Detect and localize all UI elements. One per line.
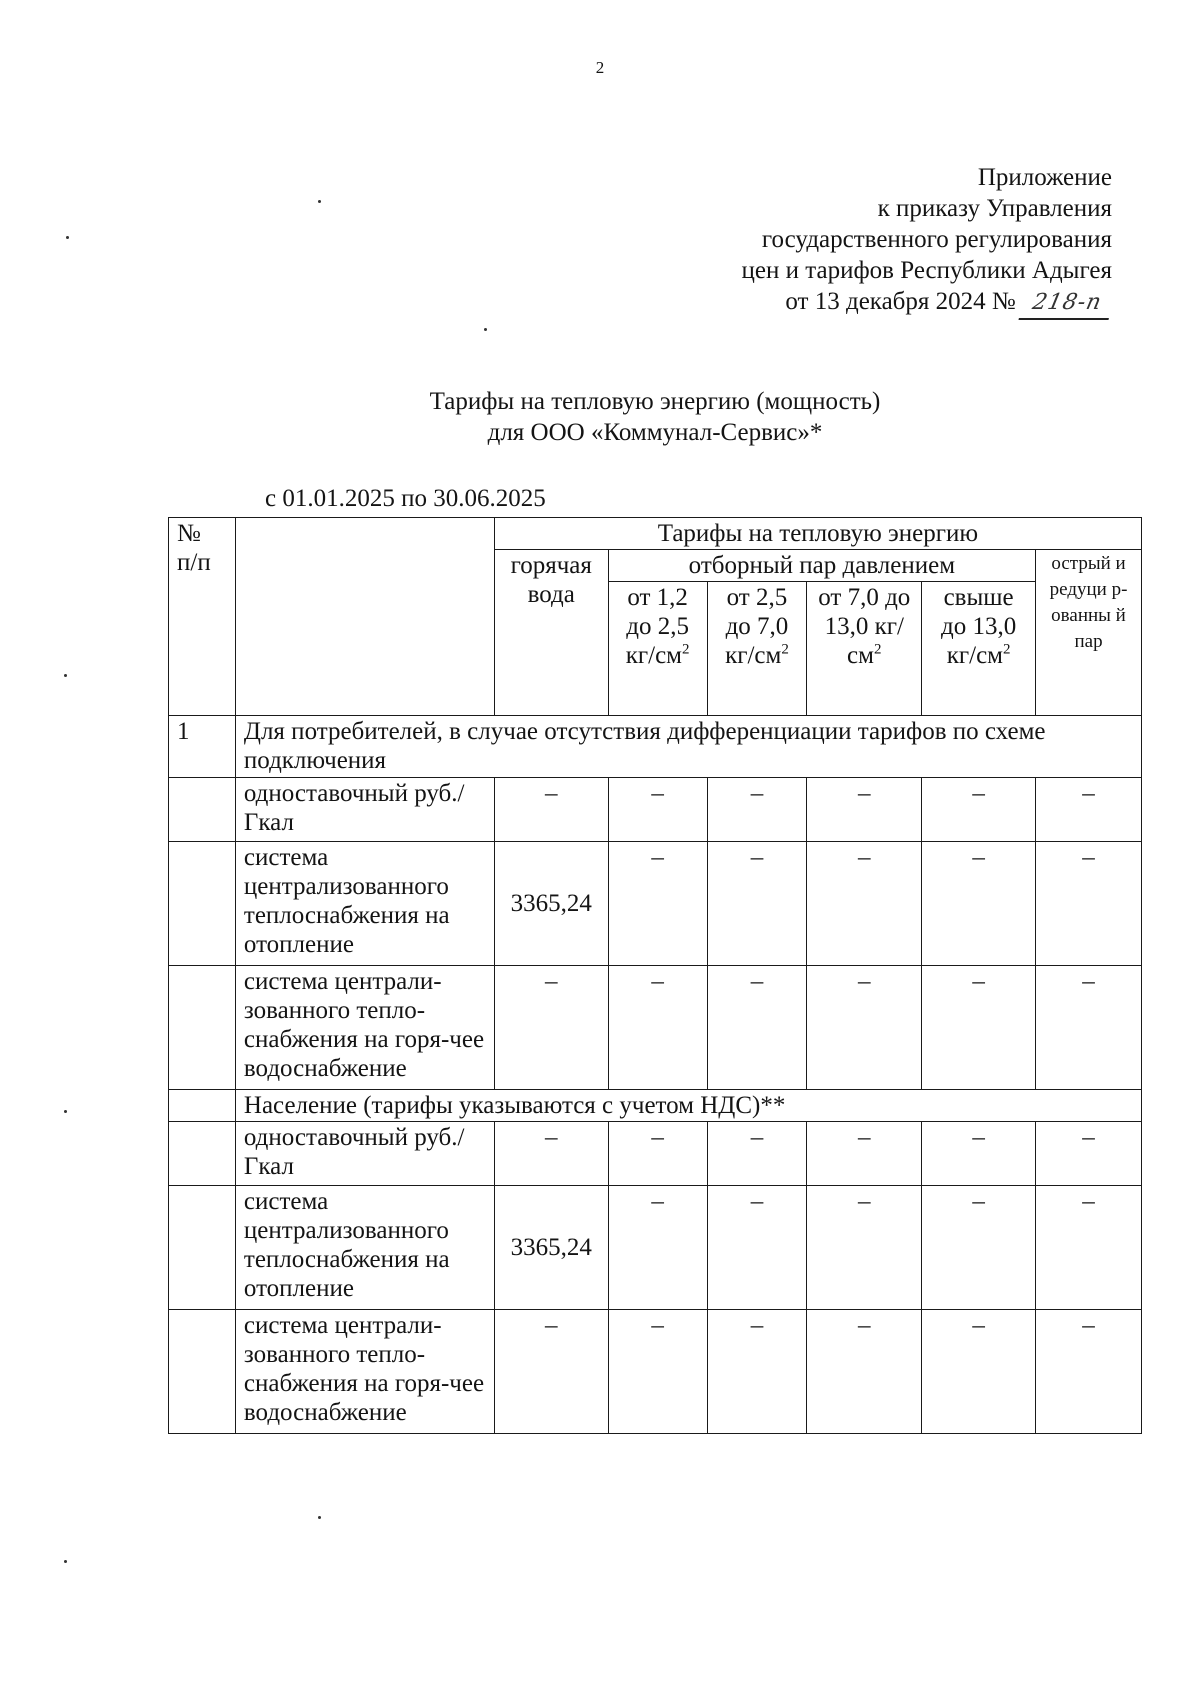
- hot-water-value: 3365,24: [494, 1186, 608, 1310]
- row-label: одноставочный руб./Гкал: [235, 778, 494, 842]
- section-1-title: Для потребителей, в случае отсутствия дифференциации тарифов по схеме подключения: [235, 716, 1141, 778]
- header-empty: [235, 518, 494, 716]
- row-label: одноставочный руб./Гкал: [235, 1122, 494, 1186]
- scan-speck: [318, 200, 321, 203]
- tariff-table: [168, 517, 1142, 1434]
- appendix-line-5: [742, 286, 1112, 320]
- scan-speck: [484, 328, 487, 331]
- appendix-block: [742, 162, 1112, 320]
- document-title: [0, 386, 1200, 448]
- header-pressure-1: от 1,2 до 2,5 $кг/см^2$: [608, 582, 707, 716]
- order-date: от 13 декабря 2024 №: [785, 288, 1016, 315]
- header-hot-water: горячая вода: [494, 550, 608, 716]
- page-number: 2: [595, 58, 605, 77]
- row-label: система централи-зованного тепло-снабжения на горя-чее водоснабжение: [235, 966, 494, 1090]
- appendix-line-1: Приложение: [977, 164, 1112, 191]
- appendix-line-3: государственного регулирования: [761, 226, 1112, 253]
- header-pressure-3: от 7,0 до 13,0 $кг/см^2$: [807, 582, 922, 716]
- scan-speck: [64, 674, 67, 677]
- scan-speck: [318, 1516, 321, 1519]
- row-label: система централизованного теплоснабжения на отопление: [235, 842, 494, 966]
- title-line-2: для ООО «Коммунал-Сервис»*: [487, 419, 823, 446]
- header-pressure-4: свыше до 13,0 $кг/см^2$: [922, 582, 1036, 716]
- row-label: система централи-зованного тепло-снабжения на горя-чее водоснабжение: [235, 1310, 494, 1434]
- section-1-num: 1: [169, 716, 236, 778]
- section-2-title: Население (тарифы указываются с учетом НДС)**: [235, 1090, 1141, 1122]
- scan-speck: [64, 1110, 67, 1113]
- header-num: № п/п: [169, 518, 236, 716]
- header-tariffs: Тарифы на тепловую энергию: [494, 518, 1141, 550]
- table-row: система централи-зованного тепло-снабжения на горя-чее водоснабжение – – – – – –: [169, 1310, 1142, 1434]
- header-sharp-steam: острый и редуци р-ованны й пар: [1036, 550, 1142, 716]
- row-label: система централизованного теплоснабжения на отопление: [235, 1186, 494, 1310]
- title-line-1: Тарифы на тепловую энергию (мощность): [429, 388, 881, 415]
- header-pressure-2: от 2,5 до 7,0 $кг/см^2$: [707, 582, 807, 716]
- table-row: система централизованного теплоснабжения на отопление 3365,24 – – – – –: [169, 1186, 1142, 1310]
- table-row: одноставочный руб./Гкал – – – – – –: [169, 778, 1142, 842]
- appendix-line-4: цен и тарифов Республики Адыгея: [741, 257, 1112, 284]
- scan-speck: [66, 236, 69, 239]
- order-number-handwritten: 218-п: [1018, 287, 1115, 320]
- header-steam: отборный пар давлением: [608, 550, 1035, 582]
- table-row: система централизованного теплоснабжения на отопление 3365,24 – – – – –: [169, 842, 1142, 966]
- tariff-period: с 01.01.2025 по 30.06.2025: [265, 485, 546, 512]
- appendix-line-2: к приказу Управления: [877, 195, 1112, 222]
- hot-water-value: 3365,24: [494, 842, 608, 966]
- scan-speck: [64, 1560, 67, 1563]
- table-row: одноставочный руб./Гкал – – – – – –: [169, 1122, 1142, 1186]
- table-row: система централи-зованного тепло-снабжения на горя-чее водоснабжение – – – – – –: [169, 966, 1142, 1090]
